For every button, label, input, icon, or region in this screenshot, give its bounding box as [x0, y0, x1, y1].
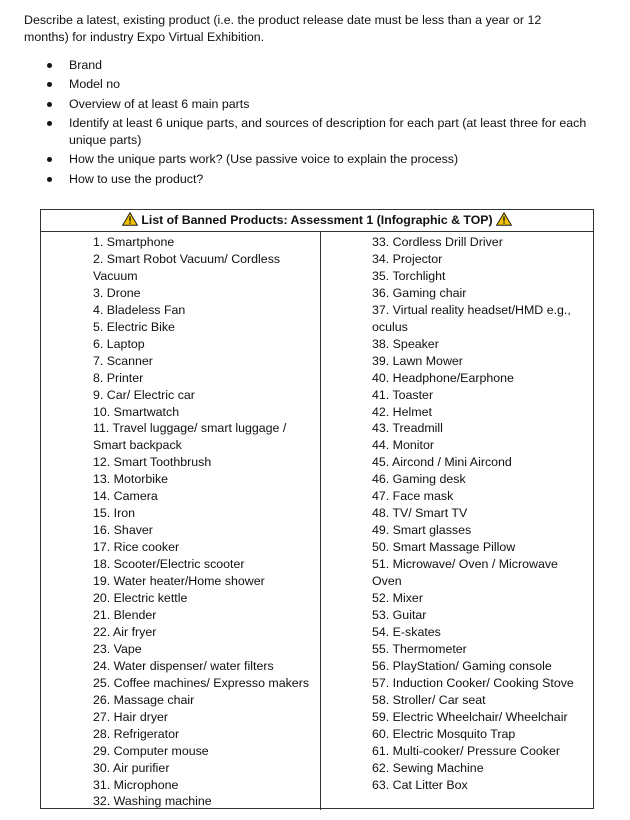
- product-item: 29. Computer mouse: [93, 743, 209, 758]
- product-item: 4. Bladeless Fan: [93, 302, 186, 317]
- bullet-icon: [47, 63, 52, 68]
- product-item: 50. Smart Massage Pillow: [372, 540, 516, 555]
- product-item: 35. Torchlight: [372, 268, 446, 283]
- product-item: 51. Microwave/ Oven / Microwave Oven: [372, 557, 558, 589]
- requirement-text: How the unique parts work? (Use passive voice to explain the process): [69, 152, 459, 167]
- product-item: 17. Rice cooker: [93, 540, 180, 555]
- requirement-item: [47, 115, 592, 149]
- requirement-item: [47, 151, 592, 168]
- product-item: 36. Gaming chair: [372, 285, 467, 300]
- product-item: 1. Smartphone: [93, 235, 175, 249]
- product-item: 5. Electric Bike: [93, 319, 175, 334]
- requirement-item: [47, 57, 592, 74]
- product-item: 33. Cordless Drill Driver: [372, 235, 503, 249]
- bullet-icon: [47, 157, 52, 162]
- product-item: 47. Face mask: [372, 489, 454, 504]
- product-item: 13. Motorbike: [93, 472, 169, 487]
- product-item: 18. Scooter/Electric scooter: [93, 557, 245, 572]
- product-item: 52. Mixer: [372, 591, 423, 606]
- product-item: 60. Electric Mosquito Trap: [372, 726, 516, 741]
- bullet-icon: [47, 102, 52, 107]
- warning-dot: [503, 222, 504, 223]
- product-item: 32. Washing machine: [93, 794, 212, 809]
- table-body: [41, 232, 593, 810]
- product-item: 49. Smart glasses: [372, 523, 472, 538]
- table-title: List of Banned Products: Assessment 1 (Infographic & TOP): [141, 213, 493, 227]
- product-item: 56. PlayStation/ Gaming console: [372, 658, 552, 673]
- product-item: 59. Electric Wheelchair/ Wheelchair: [372, 709, 568, 724]
- product-item: 45. Aircond / Mini Aircond: [372, 455, 512, 470]
- product-item: 58. Stroller/ Car seat: [372, 692, 486, 707]
- requirements-list: [47, 57, 592, 190]
- product-item: 21. Blender: [93, 607, 157, 622]
- product-item: 9. Car/ Electric car: [93, 387, 195, 402]
- product-item: 10. Smartwatch: [93, 404, 180, 419]
- product-item: 23. Vape: [93, 641, 142, 656]
- product-item: 63. Cat Litter Box: [372, 777, 468, 792]
- bullet-icon: [47, 121, 52, 126]
- warning-mark: [129, 216, 130, 221]
- bullet-icon: [47, 82, 52, 87]
- requirement-text: Brand: [69, 58, 103, 72]
- product-item: 24. Water dispenser/ water filters: [93, 658, 274, 673]
- requirement-text: Model no: [69, 77, 120, 92]
- product-item: 2. Smart Robot Vacuum/ Cordless Vacuum: [93, 251, 281, 283]
- requirement-text: How to use the product?: [69, 171, 204, 186]
- warning-dot: [129, 222, 130, 223]
- product-item: 31. Microphone: [93, 777, 179, 792]
- product-item: 46. Gaming desk: [372, 472, 466, 487]
- product-item: 55. Thermometer: [372, 641, 467, 656]
- product-item: 28. Refrigerator: [93, 726, 180, 741]
- column-divider: [320, 232, 321, 810]
- product-item: 12. Smart Toothbrush: [93, 455, 212, 470]
- product-item: 44. Monitor: [372, 438, 434, 453]
- product-item: 8. Printer: [93, 370, 144, 385]
- product-item: 19. Water heater/Home shower: [93, 574, 265, 589]
- product-item: 54. E-skates: [372, 624, 441, 639]
- requirement-item: [47, 96, 592, 113]
- product-item: 16. Shaver: [93, 523, 153, 538]
- warning-icon: [496, 212, 512, 226]
- product-item: 37. Virtual reality headset/HMD e.g., oculus: [372, 302, 571, 334]
- product-item: 3. Drone: [93, 285, 141, 300]
- left-product-column: [93, 234, 318, 810]
- product-item: 48. TV/ Smart TV: [372, 506, 468, 521]
- product-item: 53. Guitar: [372, 607, 427, 622]
- product-item: 22. Air fryer: [93, 624, 157, 639]
- product-item: 20. Electric kettle: [93, 591, 188, 606]
- right-product-column: [372, 234, 590, 793]
- product-item: 11. Travel luggage/ smart luggage / Smart backpack: [93, 421, 287, 453]
- product-item: 62. Sewing Machine: [372, 760, 484, 775]
- warning-icon: [122, 212, 138, 226]
- bullet-icon: [47, 177, 52, 182]
- product-item: 38. Speaker: [372, 336, 439, 351]
- product-item: 6. Laptop: [93, 336, 145, 351]
- product-item: 39. Lawn Mower: [372, 353, 463, 368]
- product-item: 41. Toaster: [372, 387, 434, 402]
- product-item: 30. Air purifier: [93, 760, 170, 775]
- product-item: 26. Massage chair: [93, 692, 195, 707]
- product-item: 57. Induction Cooker/ Cooking Stove: [372, 675, 574, 690]
- requirement-item: [47, 171, 592, 188]
- requirement-text: Identify at least 6 unique parts, and sources of description for each part (at least three for each unique parts): [69, 115, 587, 148]
- requirement-item: [47, 76, 592, 93]
- product-item: 42. Helmet: [372, 404, 432, 419]
- product-item: 14. Camera: [93, 489, 158, 504]
- product-item: 61. Multi-cooker/ Pressure Cooker: [372, 743, 560, 758]
- product-item: 34. Projector: [372, 251, 443, 266]
- product-item: 7. Scanner: [93, 353, 153, 368]
- product-item: 27. Hair dryer: [93, 709, 169, 724]
- requirement-text: Overview of at least 6 main parts: [69, 96, 250, 111]
- product-item: 43. Treadmill: [372, 421, 443, 436]
- banned-products-table: [40, 209, 594, 809]
- assignment-instructions: Describe a latest, existing product (i.e. the product release date must be less than a year or 12 months) for industry Expo Virtual Exhibition.: [24, 13, 542, 44]
- product-item: 25. Coffee machines/ Expresso makers: [93, 675, 310, 690]
- warning-mark: [503, 216, 504, 221]
- table-header: [41, 210, 593, 232]
- product-item: 15. Iron: [93, 506, 136, 521]
- product-item: 40. Headphone/Earphone: [372, 370, 514, 385]
